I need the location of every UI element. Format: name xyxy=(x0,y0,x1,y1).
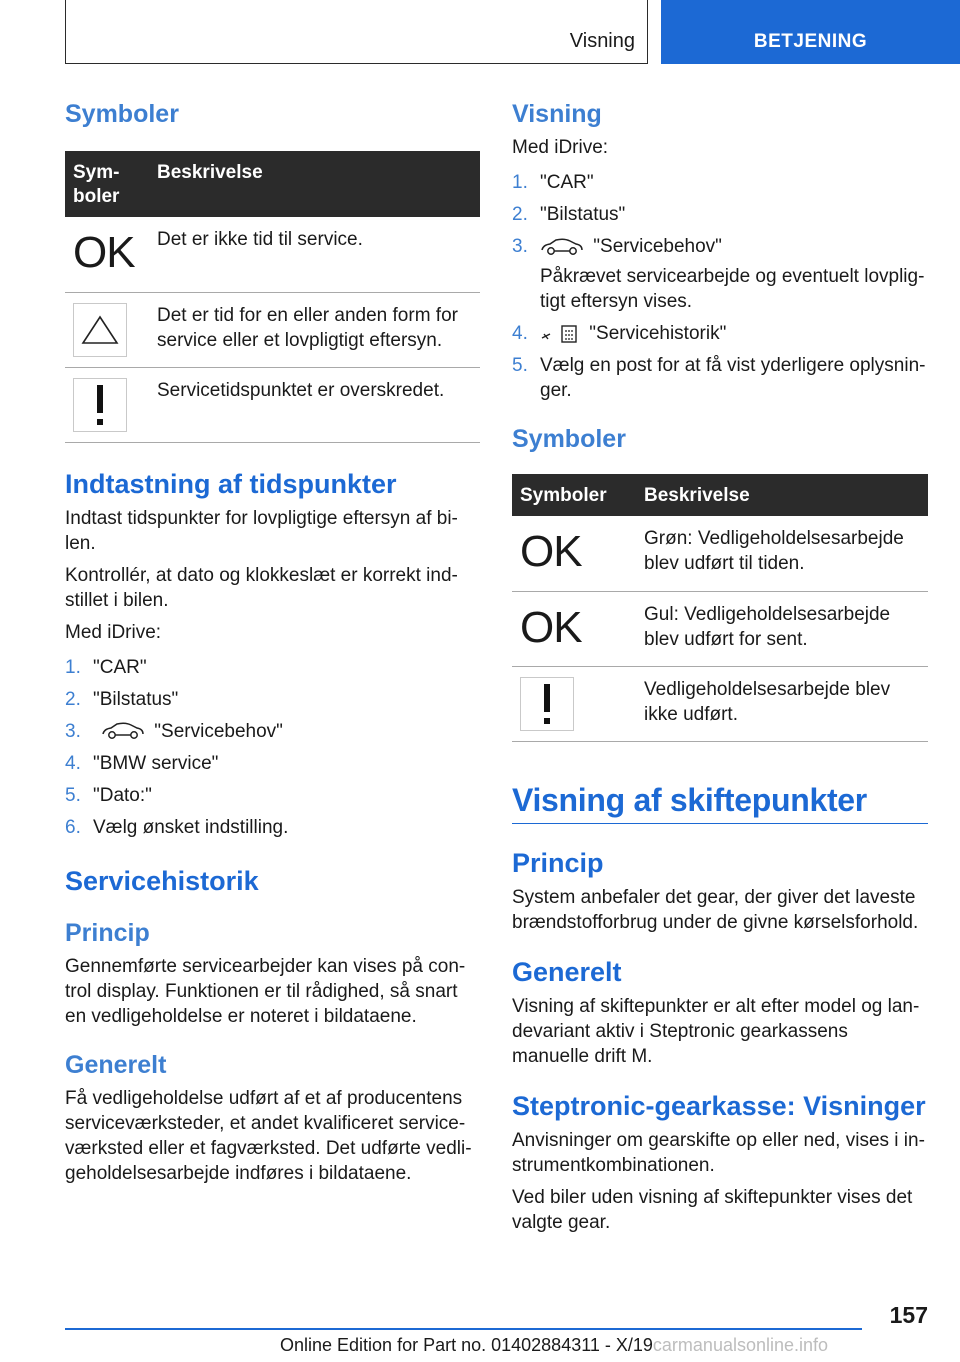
list-item: 3. "Servicebehov" xyxy=(65,720,283,742)
table-cell-desc: Grøn: Vedligeholdelsesarbejde blev udført til tiden. xyxy=(636,516,928,591)
list-item: 2. "Bilstatus" xyxy=(512,204,626,225)
steptronic-heading: Steptronic-gearkasse: Visninger xyxy=(512,1091,926,1121)
header-chapter-tab[interactable] xyxy=(661,0,960,64)
header-chapter-label: BETJENING xyxy=(753,31,868,52)
steptronic-paragraph-1: Anvisninger om gearskifte op eller ned, vises i in-strumentkombinationen. xyxy=(512,1130,925,1176)
table-row xyxy=(512,516,928,591)
list-item: 3. "Servicebehov" Påkrævet servicearbejde og eventuelt lovplig-tigt eftersyn vises. xyxy=(512,234,928,314)
left-column xyxy=(65,100,480,1186)
symbols-heading-left: Symboler xyxy=(65,100,179,128)
list-item: 1. "CAR" xyxy=(65,656,147,678)
princip-heading-right: Princip xyxy=(512,848,604,878)
header-section-title: Visning xyxy=(569,30,635,52)
heading-rule xyxy=(512,823,928,825)
entry-paragraph-2: Kontrollér, at dato og klokkeslæt er korrekt ind-stillet i bilen. xyxy=(65,564,458,611)
princip-heading-left: Princip xyxy=(65,918,150,947)
service-history-icon xyxy=(540,324,580,344)
table-header-description: Beskrivelse xyxy=(636,474,928,516)
princip-text-left: Gennemførte servicearbejder kan vises på con-trol display. Funktionen er til rådighed, så snart en vedligeholdelse er noteret i bildataene. xyxy=(65,955,466,1027)
page-number: 157 xyxy=(889,1302,928,1328)
symbols-heading-right: Symboler xyxy=(512,425,626,453)
watermark: carmanualsonline.info xyxy=(652,1335,829,1355)
table-cell-desc: Vedligeholdelsesarbejde blev ikke udført. xyxy=(636,666,928,741)
step-sub-text: Påkrævet servicearbejde og eventuelt lovplig-tigt eftersyn vises. xyxy=(540,266,925,312)
table-header-row xyxy=(65,151,480,217)
list-item: 1. "CAR" xyxy=(512,172,594,193)
entry-paragraph-1: Indtast tidspunkter for lovpligtige eftersyn af bi-len. xyxy=(65,507,458,554)
ok-green-symbol: OK xyxy=(520,527,582,576)
table-header-symbols: Symboler xyxy=(512,474,636,516)
list-item: 2. "Bilstatus" xyxy=(65,688,179,710)
car-service-icon xyxy=(101,722,145,740)
visning-steps-list xyxy=(512,170,928,403)
list-item: 5. Vælg en post for at få vist yderligere oplysnin-ger. xyxy=(512,355,926,401)
list-item: 6. Vælg ønsket indstilling. xyxy=(65,816,289,838)
footer-edition-text: Online Edition for Part no. 01402884311 - X/19 xyxy=(280,1335,653,1355)
exclamation-icon xyxy=(520,677,574,731)
generelt-heading-right: Generelt xyxy=(512,957,622,987)
princip-text-right: System anbefaler det gear, der giver det laveste brændstofforbrug under de givne kørselsforhold. xyxy=(512,887,919,933)
footer-edition xyxy=(280,1335,828,1356)
table-cell-desc: Det er tid for en eller anden form for service eller et lovpligtigt eftersyn. xyxy=(149,292,480,367)
table-row xyxy=(512,591,928,666)
visning-heading: Visning xyxy=(512,100,602,128)
steptronic-paragraph-2: Ved biler uden visning af skiftepunkter vises det valgte gear. xyxy=(512,1187,913,1233)
table-cell-desc: Det er ikke tid til service. xyxy=(149,217,480,292)
table-row xyxy=(65,217,480,292)
table-row xyxy=(65,367,480,442)
ok-symbol: OK xyxy=(73,228,135,277)
footer-rule xyxy=(65,1328,862,1330)
header-section-box xyxy=(65,0,648,64)
entry-steps-list xyxy=(65,655,480,840)
warning-triangle-icon xyxy=(73,303,127,357)
table-cell-desc: Gul: Vedligeholdelsesarbejde blev udført for sent. xyxy=(636,591,928,666)
generelt-text-right: Visning af skiftepunkter er alt efter model og lan-devariant aktiv i Steptronic gearkassens manuelle drift M. xyxy=(512,996,920,1067)
symbols-table-1 xyxy=(65,151,480,443)
visning-intro: Med iDrive: xyxy=(512,137,609,158)
list-item: 4. "Servicehistorik" xyxy=(512,323,727,344)
list-item: 5. "Dato:" xyxy=(65,784,152,806)
table-row xyxy=(65,292,480,367)
ok-yellow-symbol: OK xyxy=(520,602,582,652)
generelt-heading-left: Generelt xyxy=(65,1050,167,1079)
right-column xyxy=(512,100,928,1235)
entry-heading: Indtastning af tidspunkter xyxy=(65,468,397,499)
entry-paragraph-3: Med iDrive: xyxy=(65,621,162,643)
table-header-description: Beskrivelse xyxy=(149,151,480,217)
generelt-text-left: Få vedligeholdelse udført af et af producentens serviceværksteder, et andet kvalificeret service-værksted eller et fagværksted. Det udførte vedli-geholdelsesarbejde indføres i bildataene. xyxy=(65,1087,472,1184)
table-header-symbols: Sym- boler xyxy=(65,151,149,217)
table-row xyxy=(512,666,928,741)
list-item: 4. "BMW service" xyxy=(65,752,219,774)
car-service-icon xyxy=(540,238,584,256)
table-cell-desc: Servicetidspunktet er overskredet. xyxy=(149,367,480,442)
symbols-table-2 xyxy=(512,474,928,742)
shift-points-heading: Visning af skiftepunkter xyxy=(512,781,867,818)
exclamation-icon xyxy=(73,378,127,432)
table-header-row xyxy=(512,474,928,516)
service-history-heading: Servicehistorik xyxy=(65,865,259,896)
